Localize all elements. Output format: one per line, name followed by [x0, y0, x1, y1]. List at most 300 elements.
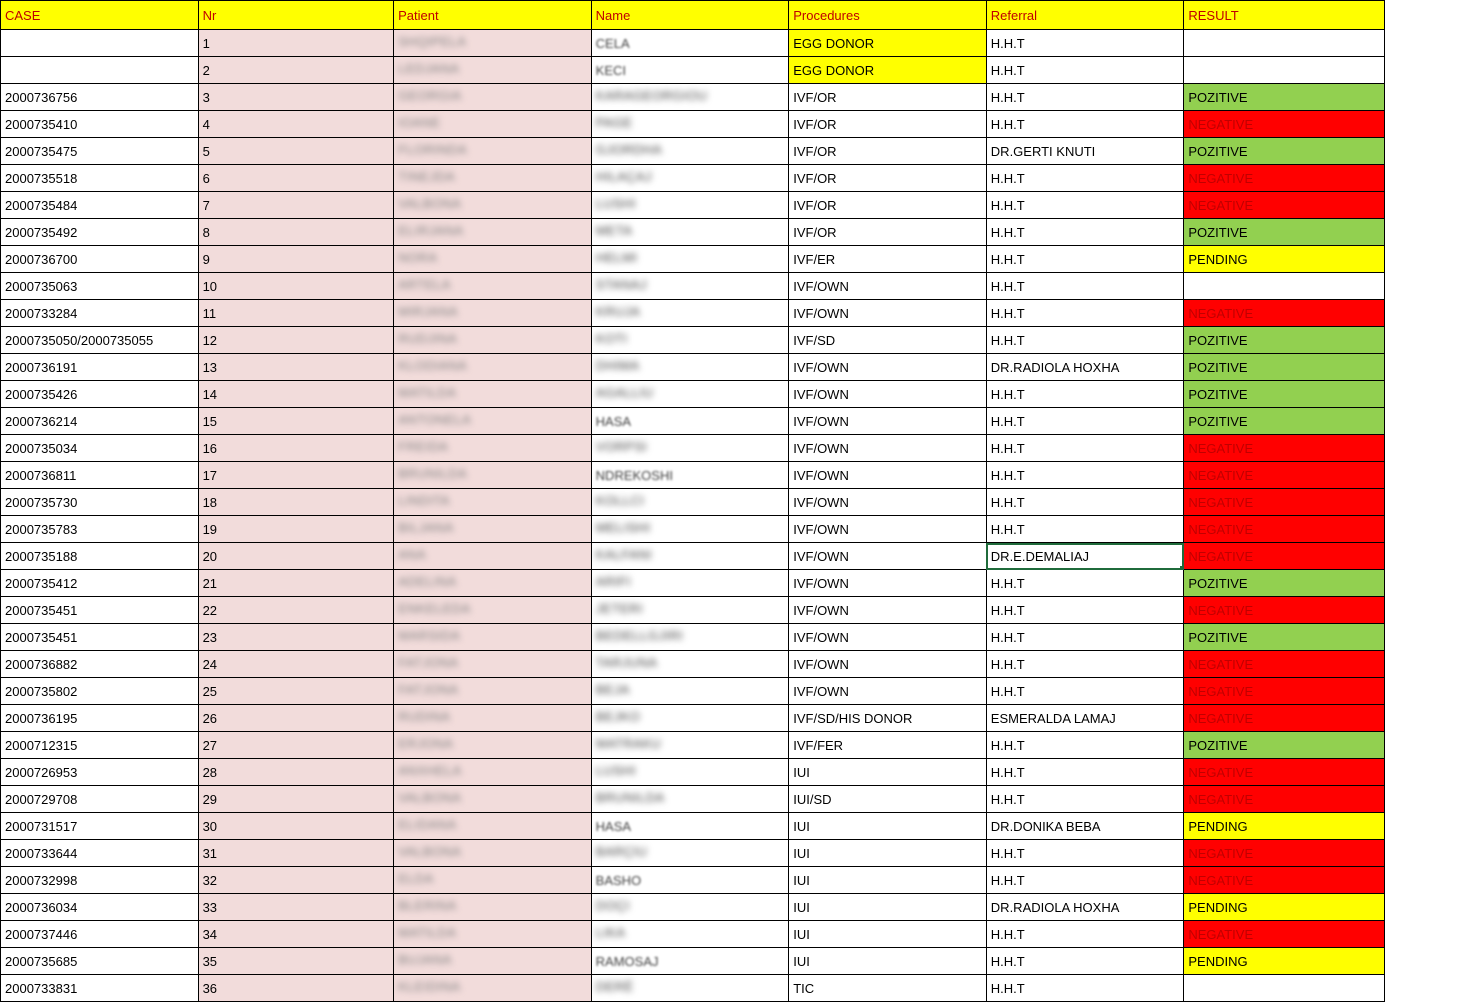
cell-name[interactable] [591, 840, 789, 867]
column-header-name[interactable]: Name [591, 1, 789, 30]
cell-patient[interactable] [394, 84, 592, 111]
cell-name[interactable] [591, 624, 789, 651]
cell-name[interactable] [591, 678, 789, 705]
cell-nr[interactable]: 2 [198, 57, 394, 84]
cell-procedures[interactable]: IVF/OWN [789, 489, 987, 516]
cell-result[interactable]: PENDING [1184, 813, 1385, 840]
cell-name[interactable] [591, 597, 789, 624]
cell-referral[interactable]: H.H.T [986, 273, 1184, 300]
cell-referral[interactable]: H.H.T [986, 165, 1184, 192]
cell-procedures[interactable]: EGG DONOR [789, 57, 987, 84]
cell-name[interactable] [591, 300, 789, 327]
cell-case[interactable] [1, 30, 199, 57]
cell-patient[interactable] [394, 30, 592, 57]
cell-procedures[interactable]: IVF/OR [789, 84, 987, 111]
cell-referral[interactable]: H.H.T [986, 975, 1184, 1002]
cell-patient[interactable] [394, 975, 592, 1002]
cell-referral[interactable]: H.H.T [986, 597, 1184, 624]
cell-referral[interactable]: H.H.T [986, 516, 1184, 543]
cell-procedures[interactable]: IVF/OWN [789, 381, 987, 408]
cell-patient[interactable] [394, 705, 592, 732]
cell-nr[interactable]: 16 [198, 435, 394, 462]
cell-name[interactable] [591, 381, 789, 408]
cell-referral[interactable]: H.H.T [986, 246, 1184, 273]
cell-case[interactable]: 2000737446 [1, 921, 199, 948]
cell-result[interactable]: POZITIVE [1184, 354, 1385, 381]
cell-nr[interactable]: 35 [198, 948, 394, 975]
surname-redacted: ARIFI [595, 574, 631, 589]
cell-procedures[interactable]: IVF/OWN [789, 354, 987, 381]
cell-name[interactable] [591, 327, 789, 354]
cell-referral[interactable]: H.H.T [986, 219, 1184, 246]
cell-patient[interactable] [394, 840, 592, 867]
cell-case[interactable]: 2000736756 [1, 84, 199, 111]
cell-referral[interactable]: H.H.T [986, 624, 1184, 651]
cell-case[interactable]: 2000733284 [1, 300, 199, 327]
cell-patient[interactable] [394, 867, 592, 894]
cell-referral[interactable]: H.H.T [986, 840, 1184, 867]
cell-case[interactable]: 2000736034 [1, 894, 199, 921]
cell-name[interactable] [591, 894, 789, 921]
cell-result[interactable]: NEGATIVE [1184, 759, 1385, 786]
cell-patient[interactable] [394, 111, 592, 138]
cell-name[interactable] [591, 570, 789, 597]
surname-redacted: LIKA [595, 925, 626, 940]
cell-result[interactable] [1184, 273, 1385, 300]
cell-case[interactable]: 2000732998 [1, 867, 199, 894]
cell-referral[interactable]: DR.RADIOLA HOXHA [986, 354, 1184, 381]
cell-patient[interactable] [394, 435, 592, 462]
cell-patient[interactable] [394, 219, 592, 246]
cell-patient[interactable] [394, 624, 592, 651]
cell-patient[interactable] [394, 813, 592, 840]
cell-name[interactable] [591, 489, 789, 516]
cell-nr[interactable]: 30 [198, 813, 394, 840]
cell-result[interactable]: POZITIVE [1184, 138, 1385, 165]
cell-result[interactable]: NEGATIVE [1184, 705, 1385, 732]
cell-name[interactable] [591, 219, 789, 246]
cell-case[interactable]: 2000736811 [1, 462, 199, 489]
cell-case[interactable]: 2000735475 [1, 138, 199, 165]
cell-case[interactable]: 2000736191 [1, 354, 199, 381]
patient-name-redacted: ERJONA [398, 736, 454, 751]
cell-name[interactable] [591, 813, 789, 840]
cell-patient[interactable] [394, 489, 592, 516]
cell-referral[interactable]: H.H.T [986, 651, 1184, 678]
cell-nr[interactable]: 27 [198, 732, 394, 759]
column-header-nr[interactable]: Nr [198, 1, 394, 30]
surname-redacted: BEJA [595, 682, 630, 697]
cell-referral[interactable]: H.H.T [986, 327, 1184, 354]
cell-result[interactable]: NEGATIVE [1184, 678, 1385, 705]
column-header-patient[interactable]: Patient [394, 1, 592, 30]
cell-procedures[interactable]: IUI [789, 759, 987, 786]
cell-referral[interactable]: H.H.T [986, 921, 1184, 948]
patient-name-redacted: GEORGIA [398, 88, 462, 103]
surname-redacted: KOLLCI [595, 493, 645, 508]
cell-case[interactable]: 2000735783 [1, 516, 199, 543]
cell-procedures[interactable]: EGG DONOR [789, 30, 987, 57]
cell-result[interactable] [1184, 975, 1385, 1002]
cell-name[interactable] [591, 543, 789, 570]
patient-name-redacted: BLERINA [398, 898, 457, 913]
cell-referral[interactable]: H.H.T [986, 462, 1184, 489]
cell-result[interactable]: POZITIVE [1184, 381, 1385, 408]
cell-procedures[interactable]: IUI [789, 867, 987, 894]
cell-name[interactable] [591, 192, 789, 219]
cell-patient[interactable] [394, 894, 592, 921]
cell-result[interactable]: POZITIVE [1184, 219, 1385, 246]
table-row [1, 759, 1385, 786]
cell-case[interactable]: 2000735518 [1, 165, 199, 192]
cell-name[interactable] [591, 462, 789, 489]
cell-result[interactable]: NEGATIVE [1184, 165, 1385, 192]
cell-case[interactable]: 2000736214 [1, 408, 199, 435]
cell-case[interactable]: 2000729708 [1, 786, 199, 813]
cell-patient[interactable] [394, 786, 592, 813]
cell-result[interactable]: POZITIVE [1184, 84, 1385, 111]
patient-name-redacted: IOANE [398, 115, 441, 130]
cell-procedures[interactable]: TIC [789, 975, 987, 1002]
cell-result[interactable]: NEGATIVE [1184, 516, 1385, 543]
cell-procedures[interactable]: IUI [789, 894, 987, 921]
surname-redacted: HASA [595, 818, 632, 834]
cell-patient[interactable] [394, 408, 592, 435]
cell-procedures[interactable]: IVF/OR [789, 165, 987, 192]
cell-patient[interactable] [394, 300, 592, 327]
cell-procedures[interactable]: IUI [789, 813, 987, 840]
cell-referral[interactable]: DR.GERTI KNUTI [986, 138, 1184, 165]
cell-procedures[interactable]: IVF/OWN [789, 570, 987, 597]
surname-redacted: KARAGEORGIOU [595, 88, 708, 103]
cell-name[interactable] [591, 408, 789, 435]
cell-procedures[interactable]: IVF/OWN [789, 543, 987, 570]
cell-case[interactable]: 2000735484 [1, 192, 199, 219]
cell-nr[interactable]: 13 [198, 354, 394, 381]
cell-name[interactable] [591, 921, 789, 948]
cell-procedures[interactable]: IVF/ER [789, 246, 987, 273]
cell-patient[interactable] [394, 354, 592, 381]
cell-nr[interactable]: 4 [198, 111, 394, 138]
table-row [1, 705, 1385, 732]
cell-referral[interactable]: H.H.T [986, 192, 1184, 219]
cell-case[interactable]: 2000735802 [1, 678, 199, 705]
cell-result[interactable]: PENDING [1184, 246, 1385, 273]
cell-case[interactable] [1, 57, 199, 84]
cell-case[interactable]: 2000735451 [1, 597, 199, 624]
cell-referral[interactable]: H.H.T [986, 435, 1184, 462]
cell-patient[interactable] [394, 732, 592, 759]
cell-procedures[interactable]: IVF/SD/HIS DONOR [789, 705, 987, 732]
cell-name[interactable] [591, 516, 789, 543]
cell-result[interactable]: POZITIVE [1184, 732, 1385, 759]
table-row [1, 192, 1385, 219]
table-row [1, 84, 1385, 111]
table-row [1, 408, 1385, 435]
cell-nr[interactable]: 15 [198, 408, 394, 435]
cell-nr[interactable]: 3 [198, 84, 394, 111]
table-row [1, 435, 1385, 462]
cell-procedures[interactable]: IVF/OWN [789, 597, 987, 624]
column-header-result[interactable]: RESULT [1184, 1, 1385, 30]
cell-result[interactable]: NEGATIVE [1184, 597, 1385, 624]
cell-nr[interactable]: 29 [198, 786, 394, 813]
cell-referral[interactable]: DR.DONIKA BEBA [986, 813, 1184, 840]
cell-result[interactable]: POZITIVE [1184, 327, 1385, 354]
cell-patient[interactable] [394, 192, 592, 219]
cell-name[interactable] [591, 273, 789, 300]
table-row [1, 300, 1385, 327]
cell-name[interactable] [591, 354, 789, 381]
cell-nr[interactable]: 32 [198, 867, 394, 894]
cell-nr[interactable]: 7 [198, 192, 394, 219]
surname-redacted: KECI [595, 62, 627, 78]
cell-name[interactable] [591, 111, 789, 138]
cell-nr[interactable]: 24 [198, 651, 394, 678]
cell-patient[interactable] [394, 57, 592, 84]
cell-patient[interactable] [394, 273, 592, 300]
cell-nr[interactable]: 12 [198, 327, 394, 354]
cell-name[interactable] [591, 138, 789, 165]
cell-nr[interactable]: 9 [198, 246, 394, 273]
table-row [1, 570, 1385, 597]
patient-name-redacted: SHQIPELA [398, 34, 467, 49]
surname-redacted: DERË [595, 979, 634, 994]
cell-case[interactable]: 2000736195 [1, 705, 199, 732]
cell-nr[interactable]: 11 [198, 300, 394, 327]
cell-procedures[interactable]: IVF/OWN [789, 435, 987, 462]
surname-redacted: AGALLIU [595, 385, 654, 400]
surname-redacted: BEJKO [595, 709, 641, 724]
cell-case[interactable]: 2000735410 [1, 111, 199, 138]
cell-name[interactable] [591, 246, 789, 273]
cell-procedures[interactable]: IVF/OR [789, 138, 987, 165]
cell-name[interactable] [591, 30, 789, 57]
cell-patient[interactable] [394, 462, 592, 489]
column-header-case[interactable]: CASE [1, 1, 199, 30]
cell-name[interactable] [591, 57, 789, 84]
cell-referral[interactable]: H.H.T [986, 381, 1184, 408]
cell-name[interactable] [591, 786, 789, 813]
cell-patient[interactable] [394, 138, 592, 165]
cell-case[interactable]: 2000726953 [1, 759, 199, 786]
patient-name-redacted: KLEIDINA [398, 979, 461, 994]
cell-nr[interactable]: 21 [198, 570, 394, 597]
cell-nr[interactable]: 1 [198, 30, 394, 57]
cell-procedures[interactable]: IVF/OWN [789, 462, 987, 489]
cell-name[interactable] [591, 759, 789, 786]
cell-referral[interactable]: H.H.T [986, 678, 1184, 705]
cell-case[interactable]: 2000735050/2000735055 [1, 327, 199, 354]
cell-patient[interactable] [394, 165, 592, 192]
cell-patient[interactable] [394, 516, 592, 543]
cell-procedures[interactable]: IVF/OWN [789, 273, 987, 300]
cell-name[interactable] [591, 867, 789, 894]
cell-name[interactable] [591, 705, 789, 732]
cell-referral[interactable]: H.H.T [986, 732, 1184, 759]
cell-referral[interactable]: H.H.T [986, 84, 1184, 111]
cell-case[interactable]: 2000735451 [1, 624, 199, 651]
patient-name-redacted: BRUNILDA [398, 466, 468, 481]
cell-nr[interactable]: 33 [198, 894, 394, 921]
cell-result[interactable] [1184, 57, 1385, 84]
cell-nr[interactable]: 22 [198, 597, 394, 624]
cell-referral[interactable]: H.H.T [986, 759, 1184, 786]
cell-nr[interactable]: 18 [198, 489, 394, 516]
cell-nr[interactable]: 28 [198, 759, 394, 786]
cell-nr[interactable]: 20 [198, 543, 394, 570]
cell-result[interactable]: NEGATIVE [1184, 462, 1385, 489]
cell-procedures[interactable]: IVF/OWN [789, 516, 987, 543]
surname-redacted: NDREKOSHI [595, 467, 673, 483]
cell-patient[interactable] [394, 921, 592, 948]
cell-case[interactable]: 2000735730 [1, 489, 199, 516]
cell-patient[interactable] [394, 678, 592, 705]
patient-name-redacted: ANXHELA [398, 763, 462, 778]
cell-result[interactable]: NEGATIVE [1184, 192, 1385, 219]
cell-result[interactable]: NEGATIVE [1184, 651, 1385, 678]
cell-case[interactable]: 2000736882 [1, 651, 199, 678]
cell-referral[interactable]: H.H.T [986, 300, 1184, 327]
patient-name-redacted: NORA [398, 250, 438, 265]
cell-case[interactable]: 2000712315 [1, 732, 199, 759]
cell-patient[interactable] [394, 543, 592, 570]
cell-procedures[interactable]: IVF/OR [789, 192, 987, 219]
cell-case[interactable]: 2000735412 [1, 570, 199, 597]
surname-redacted: STANAJ [595, 277, 647, 292]
cell-nr[interactable]: 25 [198, 678, 394, 705]
cell-procedures[interactable]: IVF/OR [789, 111, 987, 138]
cell-procedures[interactable]: IUI [789, 921, 987, 948]
cell-nr[interactable]: 23 [198, 624, 394, 651]
cell-nr[interactable]: 8 [198, 219, 394, 246]
cell-procedures[interactable]: IVF/SD [789, 327, 987, 354]
cell-nr[interactable]: 26 [198, 705, 394, 732]
cell-procedures[interactable]: IVF/OWN [789, 408, 987, 435]
cell-result[interactable]: NEGATIVE [1184, 111, 1385, 138]
cell-result[interactable]: NEGATIVE [1184, 867, 1385, 894]
patient-name-redacted: ADELINA [398, 574, 457, 589]
cell-procedures[interactable]: IVF/OWN [789, 651, 987, 678]
cell-case[interactable]: 2000735685 [1, 948, 199, 975]
cell-referral[interactable]: DR.RADIOLA HOXHA [986, 894, 1184, 921]
cell-name[interactable] [591, 732, 789, 759]
cell-case[interactable]: 2000735492 [1, 219, 199, 246]
cell-referral[interactable]: H.H.T [986, 948, 1184, 975]
cell-patient[interactable] [394, 570, 592, 597]
column-header-procedures[interactable]: Procedures [789, 1, 987, 30]
cell-referral[interactable]: H.H.T [986, 57, 1184, 84]
table-row [1, 165, 1385, 192]
cell-case[interactable]: 2000733831 [1, 975, 199, 1002]
surname-redacted: MATRAKU [595, 736, 662, 751]
table-row [1, 543, 1385, 570]
cell-referral[interactable]: H.H.T [986, 489, 1184, 516]
cell-case[interactable]: 2000735426 [1, 381, 199, 408]
cell-patient[interactable] [394, 651, 592, 678]
cell-referral[interactable]: H.H.T [986, 867, 1184, 894]
cell-procedures[interactable]: IVF/FER [789, 732, 987, 759]
cell-result[interactable]: NEGATIVE [1184, 489, 1385, 516]
cell-procedures[interactable]: IVF/OWN [789, 678, 987, 705]
surname-redacted: HILAÇAJ [595, 169, 652, 184]
cell-result[interactable]: PENDING [1184, 894, 1385, 921]
table-row [1, 894, 1385, 921]
cell-result[interactable]: POZITIVE [1184, 624, 1385, 651]
cell-referral-selected[interactable]: DR.E.DEMALIAJ [986, 543, 1184, 570]
cell-procedures[interactable]: IUI [789, 840, 987, 867]
table-header-row [1, 1, 1385, 30]
cell-patient[interactable] [394, 759, 592, 786]
table-row [1, 462, 1385, 489]
cell-result[interactable]: NEGATIVE [1184, 543, 1385, 570]
cell-result[interactable]: POZITIVE [1184, 570, 1385, 597]
cell-name[interactable] [591, 975, 789, 1002]
table-row [1, 30, 1385, 57]
column-header-referral[interactable]: Referral [986, 1, 1184, 30]
cell-referral[interactable]: H.H.T [986, 786, 1184, 813]
cell-referral[interactable]: H.H.T [986, 570, 1184, 597]
cell-result[interactable]: NEGATIVE [1184, 840, 1385, 867]
surname-redacted: RAMOSAJ [595, 953, 659, 969]
cell-nr[interactable]: 10 [198, 273, 394, 300]
cell-nr[interactable]: 19 [198, 516, 394, 543]
cell-case[interactable]: 2000733644 [1, 840, 199, 867]
cell-procedures[interactable]: IVF/OWN [789, 624, 987, 651]
cell-case[interactable]: 2000731517 [1, 813, 199, 840]
cell-procedures[interactable]: IVF/OR [789, 219, 987, 246]
cell-result[interactable]: NEGATIVE [1184, 300, 1385, 327]
cell-result[interactable]: POZITIVE [1184, 408, 1385, 435]
cell-case[interactable]: 2000735063 [1, 273, 199, 300]
cell-nr[interactable]: 36 [198, 975, 394, 1002]
surname-redacted: BASHO [595, 872, 642, 888]
surname-redacted: GJORDHA [595, 142, 663, 157]
cell-nr[interactable]: 34 [198, 921, 394, 948]
cell-patient[interactable] [394, 597, 592, 624]
cell-procedures[interactable]: IVF/OWN [789, 300, 987, 327]
cell-name[interactable] [591, 435, 789, 462]
table-row [1, 516, 1385, 543]
table-row [1, 921, 1385, 948]
cell-case[interactable]: 2000735034 [1, 435, 199, 462]
cell-patient[interactable] [394, 381, 592, 408]
cell-referral[interactable]: ESMERALDA LAMAJ [986, 705, 1184, 732]
cell-result[interactable]: PENDING [1184, 948, 1385, 975]
cell-name[interactable] [591, 165, 789, 192]
cell-result[interactable] [1184, 30, 1385, 57]
cell-result[interactable]: NEGATIVE [1184, 786, 1385, 813]
cell-result[interactable]: NEGATIVE [1184, 921, 1385, 948]
cell-referral[interactable]: H.H.T [986, 30, 1184, 57]
cell-nr[interactable]: 5 [198, 138, 394, 165]
cell-nr[interactable]: 6 [198, 165, 394, 192]
cell-nr[interactable]: 17 [198, 462, 394, 489]
cell-nr[interactable]: 14 [198, 381, 394, 408]
cell-nr[interactable]: 31 [198, 840, 394, 867]
cell-case[interactable]: 2000735188 [1, 543, 199, 570]
cell-name[interactable] [591, 84, 789, 111]
cell-name[interactable] [591, 651, 789, 678]
cell-result[interactable]: NEGATIVE [1184, 435, 1385, 462]
cell-referral[interactable]: H.H.T [986, 111, 1184, 138]
cell-patient[interactable] [394, 327, 592, 354]
cell-case[interactable]: 2000736700 [1, 246, 199, 273]
cell-patient[interactable] [394, 246, 592, 273]
cell-procedures[interactable]: IUI [789, 948, 987, 975]
cell-referral[interactable]: H.H.T [986, 408, 1184, 435]
cell-procedures[interactable]: IUI/SD [789, 786, 987, 813]
